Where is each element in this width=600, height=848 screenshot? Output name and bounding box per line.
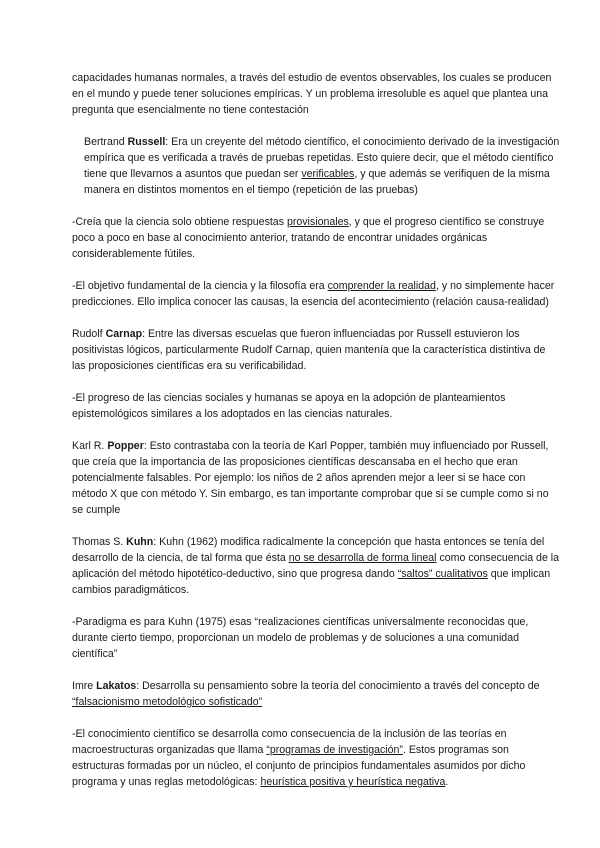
paragraph-text: , y que el progreso científico se construye poco a poco en base al conocimiento anterior, tratando de encontrar unidades orgánicas considerablemente fútiles.: [72, 216, 545, 260]
paragraph-russell: [72, 134, 560, 198]
paragraph-paradigma: [72, 614, 560, 662]
paragraph-text: , y que además se verifiquen de la misma manera en distintos momentos en el tiempo (repetición de las pruebas): [84, 168, 550, 196]
underlined-term: “saltos” cualitativos: [397, 568, 488, 580]
paragraph-kuhn: [72, 534, 560, 598]
paragraph-text: : Desarrolla su pensamiento sobre la teoría del conocimiento a través del concepto de: [136, 680, 540, 692]
paragraph-ciencias-sociales: [72, 390, 560, 422]
paragraph-programas: [72, 726, 560, 790]
underlined-term: comprender la realidad: [327, 280, 436, 292]
paragraph-text: que implican cambios paradigmáticos.: [72, 568, 551, 596]
paragraph-provisionales: [72, 214, 560, 262]
underlined-term: “falsacionismo metodológico sofisticado”: [72, 696, 263, 708]
author-first-name: Thomas S.: [72, 536, 127, 548]
underlined-term: no se desarrolla de forma lineal: [288, 552, 437, 564]
paragraph-text: .: [445, 776, 449, 788]
paragraph-text: capacidades humanas normales, a través del estudio de eventos observables, los cuales se producen en el mundo y puede tener soluciones empíricas. Y un problema irresoluble es aquel que plantea una pregunta que esencialmente no tiene contestación: [72, 72, 552, 116]
paragraph-text: : Kuhn (1962) modifica radicalmente la concepción que hasta entonces se tenía del desarrollo de la ciencia, de tal forma que ésta: [72, 536, 545, 564]
underlined-term: verificables: [301, 168, 355, 180]
paragraph-irresoluble: [72, 70, 560, 118]
paragraph-carnap: [72, 326, 560, 374]
author-first-name: Karl R.: [72, 440, 108, 452]
paragraph-objetivo: [72, 278, 560, 310]
author-first-name: Bertrand: [84, 136, 128, 148]
paragraph-text: : Era un creyente del método científico, el conocimiento derivado de la investigación empírica que es verificada a través de pruebas repetidas. Esto quiere decir, que el método científico tiene que llevarnos a asuntos que puedan ser: [84, 136, 560, 180]
paragraph-text: : Entre las diversas escuelas que fueron influenciadas por Russell estuvieron los positivistas lógicos, particularmente Rudolf Carnap, quien mantenía que la característica distintiva de las proposiciones científicas era su verificabilidad.: [72, 328, 546, 372]
underlined-term: provisionales: [286, 216, 349, 228]
paragraph-text: -Creía que la ciencia solo obtiene respuestas: [72, 216, 287, 228]
paragraph-lakatos: [72, 678, 560, 710]
author-first-name: Rudolf: [72, 328, 106, 340]
paragraph-text: -Paradigma es para Kuhn (1975) esas “realizaciones científicas universalmente reconocidas que, durante cierto tiempo, proporcionan un modelo de problemas y de soluciones a una comunidad científica”: [72, 616, 529, 660]
paragraph-text: , y no simplemente hacer predicciones. Ello implica conocer las causas, la esencia del acontecimiento (relación causa-realidad): [72, 280, 555, 308]
author-surname: Kuhn: [126, 536, 154, 548]
paragraph-popper: [72, 438, 560, 518]
author-surname: Lakatos: [96, 680, 137, 692]
paragraph-text: -El objetivo fundamental de la ciencia y la filosofía era: [72, 280, 328, 292]
paragraph-text: -El progreso de las ciencias sociales y humanas se apoya en la adopción de planteamientos epistemológicos similares a los adoptados en las ciencias naturales.: [72, 392, 506, 420]
paragraph-text: : Esto contrastaba con la teoría de Karl Popper, también muy influenciado por Russell, que creía que la importancia de las proposiciones científicas descansaba en el hecho que eran potencialmente falsables. Por ejemplo: los niños de 2 años aprenden mejor a leer si se hace con método X que con método Y. Sin embargo, es tan importante comprobar que si se cumple como si no se cumple: [72, 440, 549, 516]
author-surname: Russell: [127, 136, 166, 148]
paragraph-text: -El conocimiento científico se desarrolla como consecuencia de la inclusión de las teorías en macroestructuras organizadas que llama: [72, 728, 507, 756]
author-surname: Carnap: [105, 328, 143, 340]
author-surname: Popper: [107, 440, 144, 452]
underlined-term: heurística positiva y heurística negativa: [260, 776, 446, 788]
underlined-term: “programas de investigación”: [266, 744, 403, 756]
paragraph-text: . Estos programas son estructuras formadas por un núcleo, el conjunto de principios fundamentales asumidos por dicho programa y unas reglas metodológicas:: [72, 744, 526, 788]
author-first-name: Imre: [72, 680, 97, 692]
paragraph-text: como consecuencia de la aplicación del método hipotético-deductivo, sino que progresa dando: [72, 552, 560, 580]
